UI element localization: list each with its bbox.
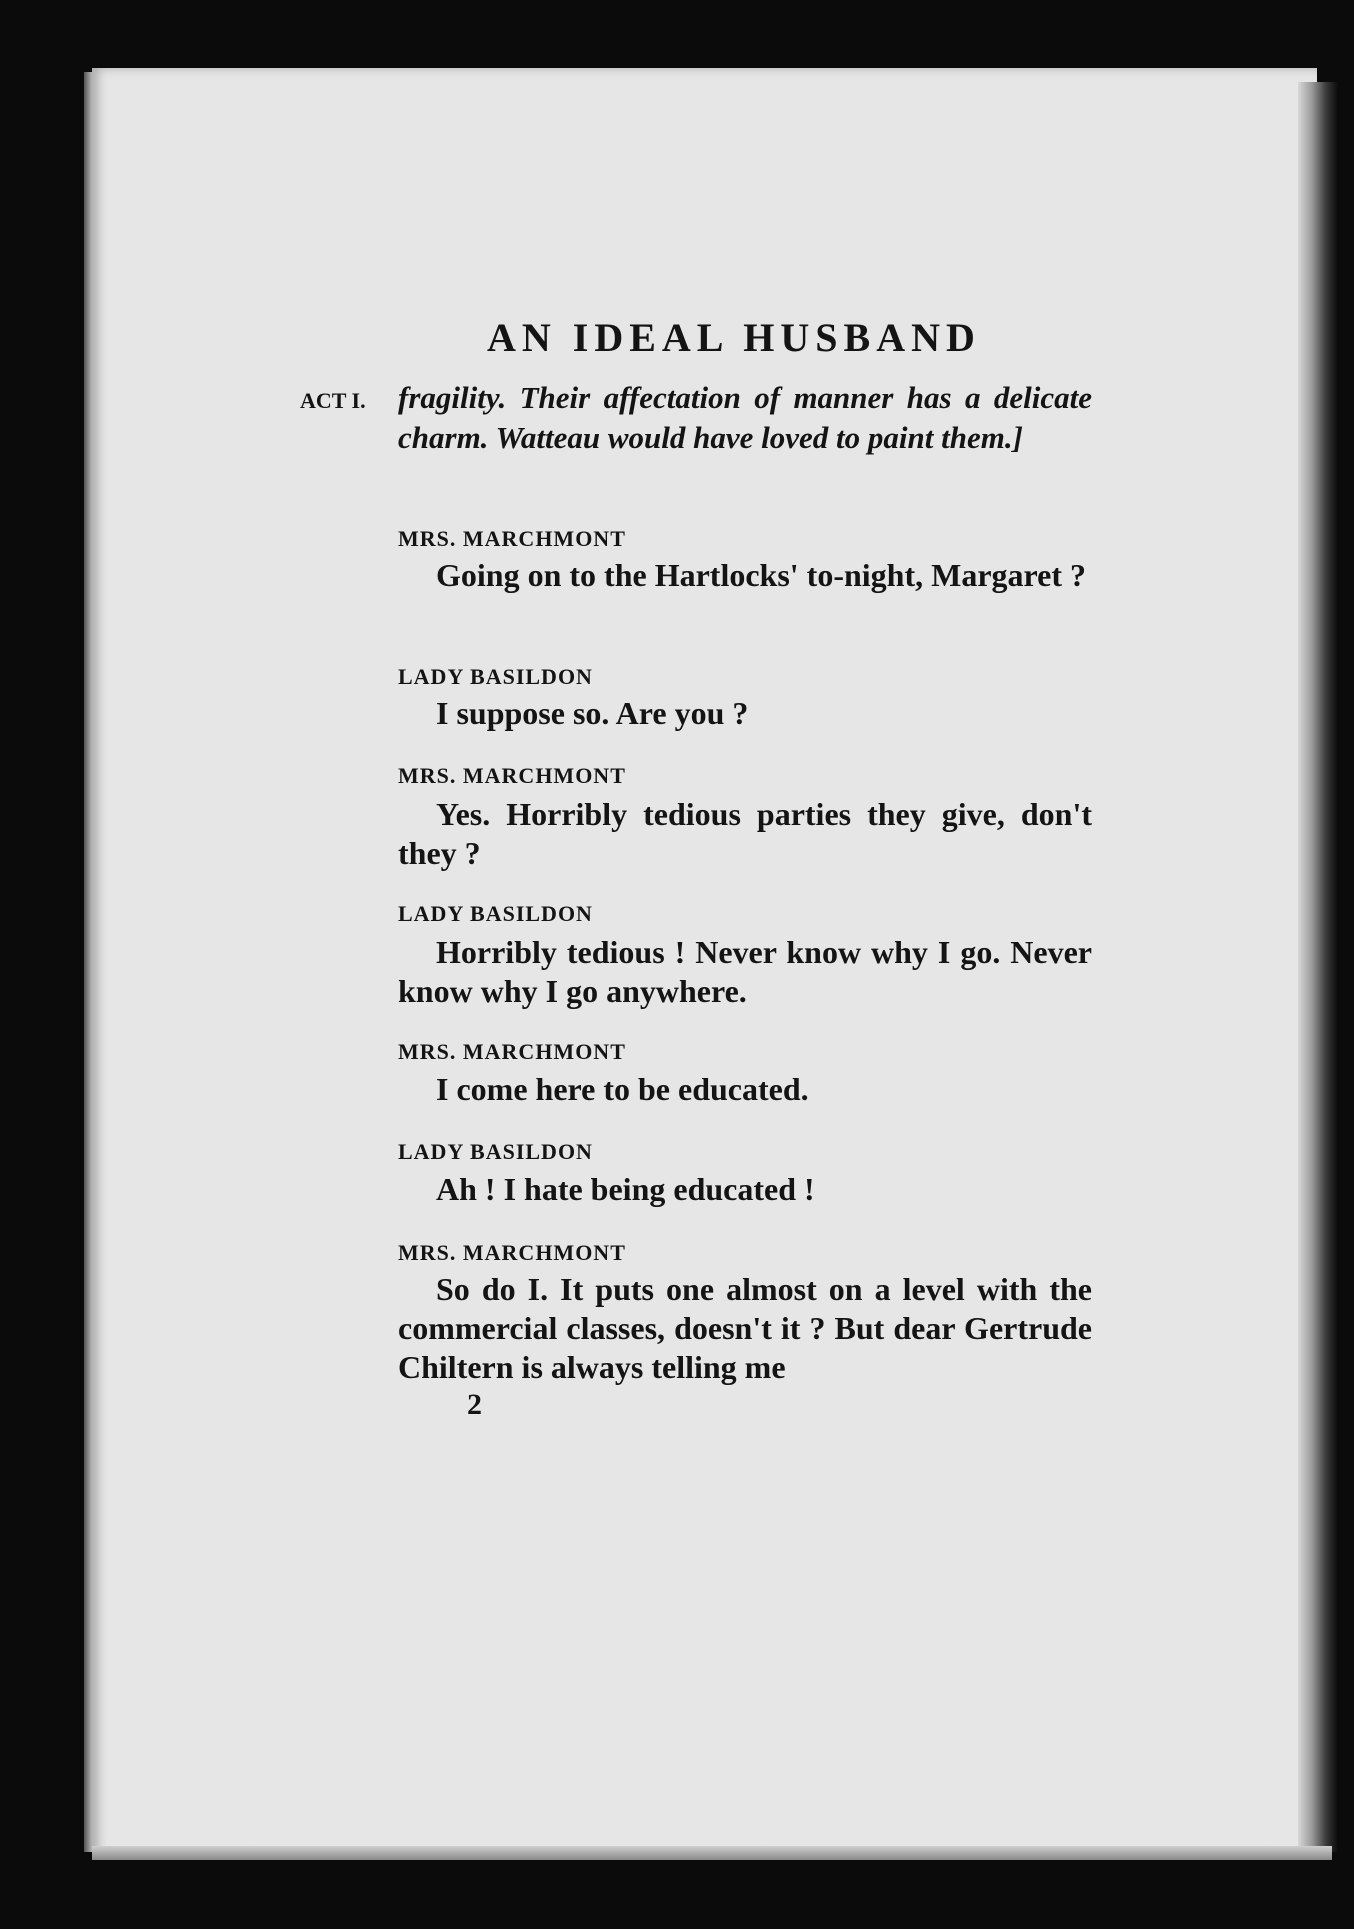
act-label: ACT I. — [300, 388, 366, 413]
speaker-name: MRS. MARCHMONT — [398, 763, 626, 788]
speaker-name: LADY BASILDON — [398, 664, 593, 689]
dialogue-line: Going on to the Hartlocks' to-night, Margaret ? — [436, 557, 1087, 593]
dialogue-line: I come here to be educated. — [436, 1071, 809, 1107]
running-head: AN IDEAL HUSBAND — [487, 315, 981, 360]
dialogue-line: Ah ! I hate being educated ! — [436, 1171, 815, 1207]
page-right-edge-shadow — [1298, 82, 1338, 1852]
speaker-name: LADY BASILDON — [398, 901, 593, 926]
dialogue-line: Horribly tedious ! Never know why I go. Never know why I go anywhere. — [398, 934, 1092, 1009]
page-number: 2 — [467, 1388, 482, 1421]
stage-direction: fragility. Their affectation of manner has a delicate charm. Watteau would have loved to paint them.] — [398, 380, 1092, 455]
dialogue-line: I suppose so. Are you ? — [436, 695, 749, 731]
dialogue-line: So do I. It puts one almost on a level with the commercial classes, doesn't it ? But dear Gertrude Chiltern is always telling me — [398, 1271, 1092, 1385]
dialogue-line: Yes. Horribly tedious parties they give, don't they ? — [398, 796, 1092, 871]
speaker-name: MRS. MARCHMONT — [398, 526, 626, 551]
speaker-name: LADY BASILDON — [398, 1139, 593, 1164]
speaker-name: MRS. MARCHMONT — [398, 1039, 626, 1064]
speaker-name: MRS. MARCHMONT — [398, 1240, 626, 1265]
page-bottom-edge — [92, 1846, 1332, 1860]
